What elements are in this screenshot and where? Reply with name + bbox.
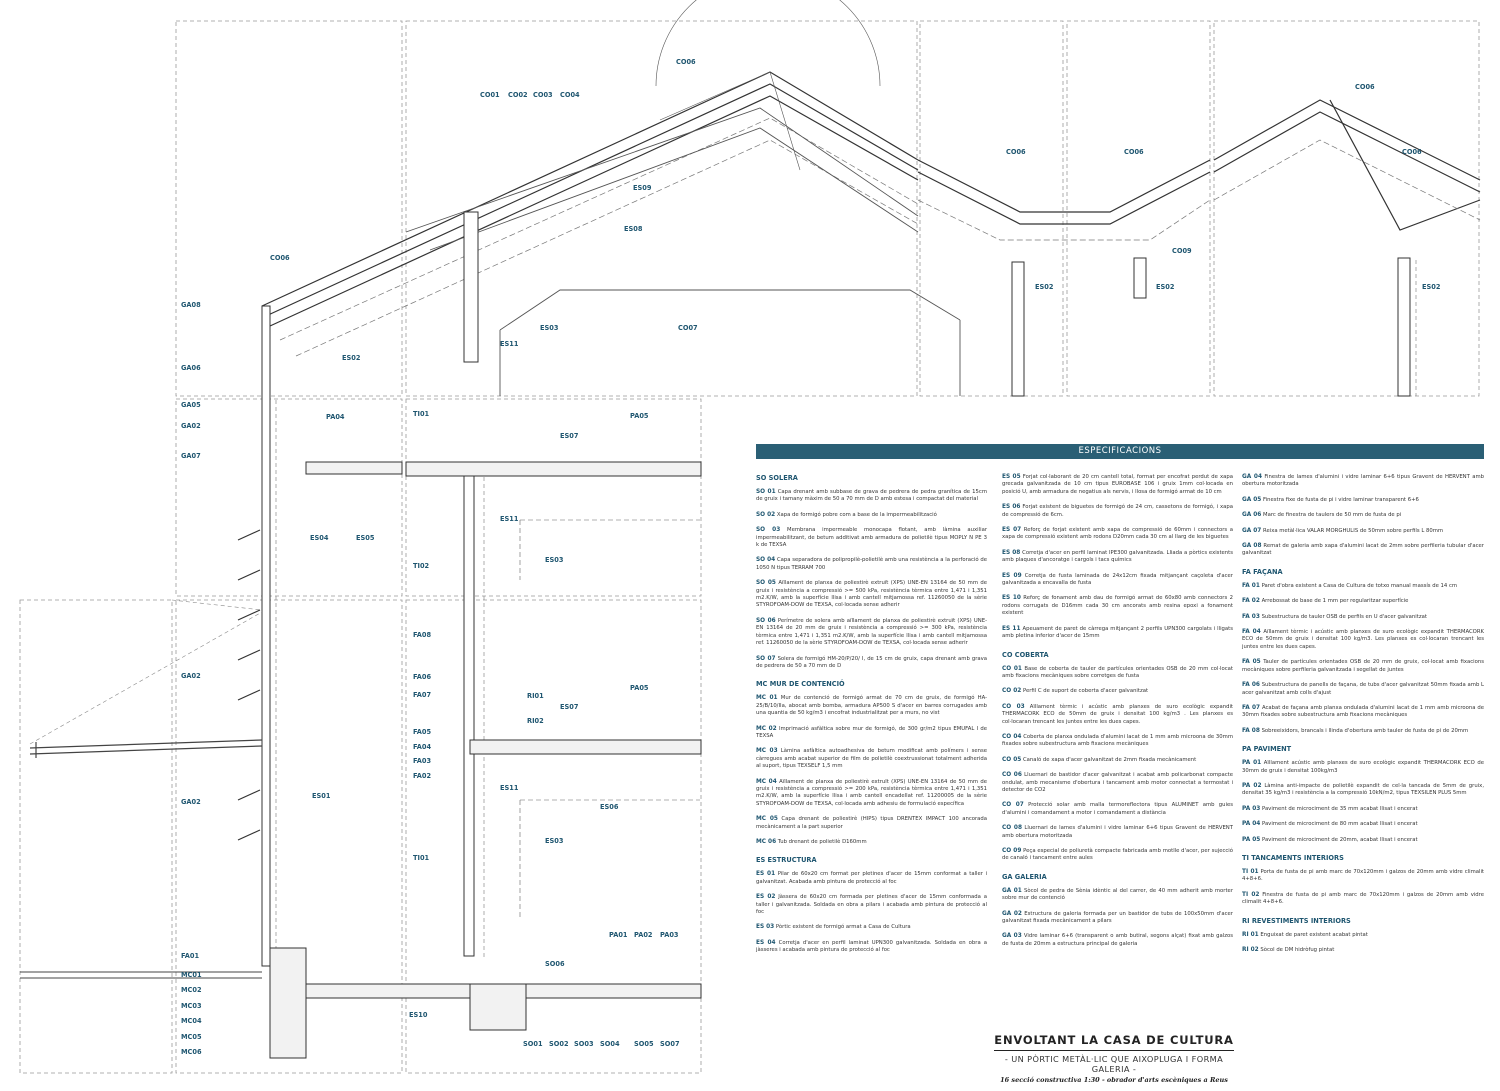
- spec-item-code: PA 01: [1242, 760, 1262, 767]
- tag-ga02-b: GA02: [181, 672, 201, 680]
- spec-item: [756, 489, 987, 504]
- spec-item-code: GA 01: [1002, 887, 1022, 894]
- spec-item-code: CO 09: [1002, 848, 1022, 854]
- spec-item-text: Lluernari de lames d'alumini i vidre laminar 6+6 tipus Gravent de HERVENT amb obertura motoritzada: [1002, 825, 1233, 839]
- spec-item-code: FA 03: [1242, 613, 1260, 620]
- spec-section-heading: SO SOLERA: [756, 474, 798, 482]
- spec-item: [1002, 757, 1233, 764]
- spec-item-text: Perímetre de solera amb aïllament de planxa de poliestirè extruït (XPS) UNE-EN 13164 de 20 mm de gruix i resistència a compressió >= 300 kPa, resistència tèrmica entre 1,471 i 1,351 m2.K/W, amb la superfície llisa i amb cantell mitjamossa ref. 11260050 de la sèrie STYROFOAM-DOW de TEXSA, col·locada sense adherir: [756, 617, 987, 647]
- spec-item: [1002, 688, 1233, 695]
- spec-item-text: Paviment de microciment de 35 mm acabat llisat i encerat: [1261, 805, 1418, 812]
- spec-item-text: Aïllament acústic amb planxes de suro ecològic expandit THERMACORK ECO de 30mm de gruix i densitat 100kg/m3: [1242, 760, 1485, 774]
- tag-es08: ES08: [624, 225, 643, 233]
- spec-item-text: Capa separadora de polipropilè-polietilè amb una resistència a la perforació de 1050 N tipus TERRAM 700: [756, 557, 987, 571]
- spec-item: [756, 779, 987, 809]
- spec-item-code: CO 04: [1002, 733, 1022, 740]
- spec-item-code: TI 02: [1242, 891, 1260, 898]
- spec-item: [1002, 626, 1233, 641]
- spec-item-code: ES 11: [1002, 625, 1021, 632]
- spec-item: [756, 894, 987, 916]
- tag-ga07: GA07: [181, 452, 201, 460]
- spec-item-code: CO 03: [1002, 703, 1025, 710]
- spec-section-heading: TI TANCAMENTS INTERIORS: [1242, 853, 1344, 862]
- spec-item-code: SO 05: [756, 580, 776, 587]
- tag-ga02-c: GA02: [181, 798, 201, 806]
- title-block: [994, 1033, 1234, 1083]
- drawing-caption: 16 secció constructiva 1:30 - obrador d'arts escèniques a Reus: [1000, 1076, 1228, 1084]
- spec-section-heading: ES ESTRUCTURA: [756, 856, 817, 865]
- spec-item-text: Corretja d'acer en perfil laminat UPN300 galvanitzada. Soldada en obra a jàsseres i acabada amb pintura de protecció al foc: [756, 939, 987, 954]
- tag-mc05: MC05: [181, 1033, 202, 1041]
- floor-slabs: [270, 462, 701, 1058]
- spec-item-code: PA 02: [1242, 782, 1262, 789]
- tag-co02: CO02: [508, 91, 528, 99]
- spec-item-code: CO 07: [1002, 802, 1024, 809]
- spec-item-text: Acabat de façana amb planxa ondulada d'alumini lacat de 1 mm amb microona de 30mm fixades sobre subestructura amb fixacions mecàniques: [1242, 704, 1484, 719]
- spec-item: [1002, 772, 1233, 794]
- tag-co06-a: CO06: [270, 254, 290, 262]
- spec-section-heading: FA FAÇANA: [1242, 567, 1283, 576]
- spec-item-text: Base de coberta de tauler de partícules orientades OSB de 20 mm col·locat amb fixacions mecàniques sobre corretges de fusta: [1002, 665, 1233, 679]
- spec-item: [1002, 550, 1233, 565]
- tag-ga06: GA06: [181, 364, 201, 372]
- tag-ri02: RI02: [527, 717, 544, 725]
- tag-fa08: FA08: [413, 631, 432, 639]
- tag-so06: SO06: [545, 960, 565, 968]
- spec-item-code: GA 04: [1242, 474, 1262, 480]
- tag-es10: ES10: [409, 1011, 428, 1019]
- tag-es02-b: ES02: [1035, 283, 1054, 291]
- tag-co09: CO09: [1172, 247, 1192, 255]
- spec-item: [756, 924, 987, 931]
- canopy-dashed: [30, 600, 262, 744]
- spec-item-text: Tauler de partícules orientades OSB de 20 mm de gruix, col·locat amb fixacions mecàniques sobre perfileria galvanitzada i segellat de juntes: [1242, 659, 1485, 673]
- spec-item: [756, 748, 987, 770]
- spec-item: [1242, 728, 1484, 735]
- spec-item-text: Membrana impermeable monocapa flotant, amb làmina auxiliar impermeabilitzant, de betum additivat amb armadura de polietilè tipus MOPLY N PE 3 k de TEXSA: [756, 527, 987, 549]
- spec-item-code: MC 04: [756, 778, 777, 785]
- specifications-panel: [756, 444, 1484, 994]
- spec-item: [756, 695, 987, 717]
- spec-item-text: Finestra de fusta de pi amb marc de 70x120mm i galzos de 20mm amb vidre climalit 4+8+6.: [1242, 891, 1484, 906]
- spec-item-code: MC 02: [756, 725, 777, 732]
- tag-so05: SO05: [634, 1040, 654, 1048]
- tag-es02-d: ES02: [1422, 283, 1441, 291]
- spec-item-code: MC 03: [756, 748, 778, 755]
- spec-item-code: PA 04: [1242, 821, 1261, 828]
- tag-so04: SO04: [600, 1040, 620, 1048]
- tag-fa03: FA03: [413, 757, 432, 765]
- tag-fa04: FA04: [413, 743, 432, 751]
- spec-item-text: Capa drenant de poliestirè (HIPS) tipus DRENTEX IMPACT 100 ancorada mecànicament a la part superior: [756, 816, 988, 830]
- spec-item-text: Perfil C de suport de coberta d'acer galvanitzat: [1022, 688, 1149, 695]
- tag-ri01: RI01: [527, 692, 544, 700]
- spec-item-text: Reixa metàl·lica VALAR MORGHULIS de 50mm sobre perfils L 80mm: [1263, 527, 1444, 534]
- tag-co04: CO04: [560, 91, 580, 99]
- spec-item-code: SO 03: [756, 527, 781, 534]
- spec-item-code: ES 05: [1002, 474, 1021, 480]
- spec-item: [1002, 888, 1233, 903]
- tag-ti01-b: TI01: [413, 854, 430, 862]
- spec-item: [1242, 614, 1484, 621]
- spec-item-code: TI 01: [1242, 868, 1259, 875]
- tag-es11-a: ES11: [500, 340, 519, 348]
- spec-item-text: Mur de contenció de formigó armat de 70 cm de gruix, de formigó HA-25/B/10/IIa, abocat amb bomba, armadura AP500 S d'acer en barres corrugades amb una quantia de 50 kg/m3 i encofrat industrialitzat per a murs, no vist: [756, 695, 987, 717]
- tag-ga02-a: GA02: [181, 422, 201, 430]
- spec-item: [756, 816, 987, 831]
- tag-mc03: MC03: [181, 1002, 202, 1010]
- spec-item: [1242, 837, 1484, 844]
- spec-item-code: MC 01: [756, 695, 778, 702]
- spec-item-text: Xapa de formigó pobre com a base de la impermeabilització: [776, 511, 937, 518]
- spec-item: [1002, 704, 1233, 726]
- spec-item: [756, 527, 987, 549]
- tag-mc04: MC04: [181, 1017, 202, 1025]
- spec-item-code: RI 01: [1242, 931, 1259, 938]
- specs-column-1: [756, 474, 987, 963]
- tag-pa04: PA04: [326, 413, 345, 421]
- tag-fa07: FA07: [413, 691, 432, 699]
- spec-item-text: Paviment de microciment de 20mm, acabat llisat i encerat: [1261, 836, 1418, 843]
- spec-section-heading: CO COBERTA: [1002, 650, 1049, 659]
- tag-es02-c: ES02: [1156, 283, 1175, 291]
- spec-item: [756, 871, 987, 886]
- tag-mc01: MC01: [181, 971, 202, 979]
- spec-item-text: Remat de galeria amb xapa d'alumini lacat de 2mm sobre perfileria tubular d'acer galvanitzat: [1242, 543, 1484, 557]
- spec-item-code: FA 01: [1242, 582, 1260, 589]
- spec-item-code: FA 07: [1242, 704, 1261, 711]
- spec-item: [1242, 543, 1484, 558]
- tag-pa02: PA02: [634, 931, 653, 939]
- spec-item-text: Pilar de 60x20 cm format per pletines d'acer de 15mm conformat a taller i galvanitzat. Acabada amb pintura de protecció al foc: [756, 871, 987, 885]
- spec-item-code: ES 07: [1002, 527, 1022, 534]
- spec-item-text: Aïllament tèrmic i acústic amb planxes de suro ecològic expandit THERMACORK ECO de 50mm de gruix i densitat 100 kg/m3 . Les planxes es col·locaran trencant les juntes entre les dues capes.: [1002, 703, 1233, 725]
- spec-item: [1002, 734, 1233, 749]
- spec-item: [1242, 892, 1484, 907]
- spec-item: [1002, 911, 1233, 926]
- spec-item-text: Vidre laminar 6+6 (transparent o amb butiral, segons alçat) fixat amb galzos de fusta de 20mm a estructura principal de galeria: [1002, 933, 1233, 947]
- spec-item-text: Protecció solar amb malla termoreflectora tipus ALUMINET amb guies d'alumini i comandament a motor i comandament a distància: [1002, 802, 1234, 816]
- tag-es01: ES01: [312, 792, 331, 800]
- spec-item: [1242, 512, 1484, 519]
- spec-item-code: SO 01: [756, 489, 776, 495]
- spec-item-code: SO 06: [756, 617, 776, 624]
- tag-es07-a: ES07: [560, 432, 579, 440]
- spec-item-text: Imprimació asfàltica sobre mur de formigó, de 300 gr/m2 tipus EMUFAL I de TEXSA: [756, 725, 987, 739]
- spec-item-code: ES 02: [756, 894, 776, 901]
- tag-fa01: FA01: [181, 952, 200, 960]
- tag-es04: ES04: [310, 534, 329, 542]
- spec-item: [1002, 802, 1233, 817]
- spec-item-text: Estructura de galeria formada per un bastidor de tubs de 100x50mm d'acer galvanitzat fixada mecànicament a pilars: [1002, 910, 1233, 925]
- spec-item-code: ES 04: [756, 939, 776, 946]
- spec-item-text: Jàssera de 60x20 cm formada per pletines d'acer de 15mm conformada a taller i galvanitzada. Soldada en obra a pilars i acabada amb pintura de protecció al foc: [756, 894, 987, 916]
- spec-item: [1242, 598, 1484, 605]
- spec-item-code: GA 05: [1242, 496, 1262, 503]
- tag-mc06: MC06: [181, 1048, 202, 1056]
- spec-item: [1002, 527, 1233, 542]
- drawing-title: ENVOLTANT LA CASA DE CULTURA: [994, 1033, 1234, 1051]
- spec-item-code: CO 05: [1002, 756, 1022, 763]
- spec-item: [1242, 947, 1484, 954]
- specs-column-2: [1002, 474, 1233, 956]
- spec-item: [1242, 932, 1484, 939]
- spec-item: [1242, 474, 1484, 489]
- ceiling-structure: [406, 108, 960, 396]
- spec-item: [1242, 497, 1484, 504]
- spec-item: [756, 656, 987, 671]
- tag-so01: SO01: [523, 1040, 543, 1048]
- spec-item-code: PA 03: [1242, 805, 1261, 812]
- tag-fa05: FA05: [413, 728, 432, 736]
- spec-item: [1242, 821, 1484, 828]
- spec-item: [756, 940, 987, 955]
- spec-item-text: Tub drenant de polietilè D160mm: [777, 839, 867, 845]
- spec-item-code: CO 02: [1002, 688, 1022, 695]
- spec-item-text: Arrebossat de base de 1 mm per regularitzar superfície: [1261, 598, 1409, 605]
- tag-pa03: PA03: [660, 931, 679, 939]
- spec-item-text: Marc de finestra de taulers de 50 mm de fusta de pi: [1263, 512, 1402, 519]
- tag-es11-b: ES11: [500, 515, 519, 523]
- spec-item: [1002, 595, 1233, 617]
- spec-item-text: Enguixat de paret existent acabat pintat: [1260, 931, 1368, 938]
- tag-co06-d: CO06: [1124, 148, 1144, 156]
- spec-item: [1242, 783, 1484, 798]
- spec-item-text: Subestructura de tauler OSB de perfils en U d'acer galvanitzat: [1261, 613, 1427, 620]
- spec-item-text: Forjat existent de biguetes de formigó de 24 cm, cassetons de formigó, i xapa de compressió de 6cm.: [1002, 504, 1233, 518]
- tag-co03: CO03: [533, 91, 553, 99]
- spec-item-text: Peça especial de poliuretà compacte fabricada amb motlle d'acer, per sujecció de canaló i tancament entre aules: [1002, 848, 1233, 862]
- tag-so07: SO07: [660, 1040, 680, 1048]
- spec-item-code: CO 06: [1002, 772, 1022, 779]
- tag-es11-c: ES11: [500, 784, 519, 792]
- drawing-subtitle: - UN PÒRTIC METÀL·LIC QUE AIXOPLUGA I FORMA GALERIA -: [1004, 1054, 1224, 1074]
- spec-item-code: PA 05: [1242, 836, 1261, 843]
- spec-item: [1242, 760, 1484, 775]
- tag-pa05-a: PA05: [630, 412, 649, 420]
- spec-item-code: ES 09: [1002, 572, 1022, 579]
- tag-es02-a: ES02: [342, 354, 361, 362]
- tag-co06-e: CO06: [1402, 148, 1422, 156]
- spec-item-text: Aïllament de planxa de poliestirè extruït (XPS) UNE-EN 13164 de 50 mm de gruix i resistència a compressió >= 500 kPa, resistència tèrmica entre 1,471 i 1,351 m2.K/W, amb la superfície llisa i amb cantell mitjamossa ref. 11260050 de la sèrie STYROFOAM-DOW de TEXSA, col·locada sense adherir: [756, 580, 987, 609]
- spec-item-text: Paviment de microciment de 80 mm acabat llisat i encerat: [1261, 821, 1418, 828]
- spec-item: [1242, 705, 1484, 720]
- spec-item-text: Reforç de forjat existent amb xapa de compressió de 60mm i connectors a xapa de compressió existent amb rodons D20mm cada 30 cm al llarg de les biguetes: [1002, 527, 1233, 541]
- specs-column-3: [1242, 474, 1484, 962]
- tag-co06-b: CO06: [676, 58, 696, 66]
- spec-item: [1242, 583, 1484, 590]
- existing-walls: [520, 520, 700, 920]
- spec-item-text: Corretja d'acer en perfil laminat IPE300 galvanitzada. Lliada a pòrtics existents amb plaques d'ancoratge i cargols i tacs químics: [1002, 549, 1233, 564]
- spec-item-text: Apeuament de paret de càrrega mitjançant 2 perfils UPN300 cargolats i lligats amb pletina inferior d'acer de 15mm: [1002, 625, 1233, 640]
- spec-item-text: Làmina asfàltica autoadhesiva de betum modificat amb polímers i sense càrregues amb acabat superior de film de polietilè coextrussionat totalment adherida al suport, tipus TEXSELF 1,5 mm: [756, 748, 988, 770]
- spec-item-code: GA 02: [1002, 910, 1022, 917]
- spec-item-text: Aïllament de planxa de poliestirè extruït (XPS) UNE-EN 13164 de 50 mm de gruix i resistència a compressió >= 200 kPa, resistència tèrmica entre 1,471 i 1,351 m2.K/W, amb la superfície llisa i amb cantell encadellat ref. 11200005 de la sèrie STYROFOAM-DOW de TEXSA, col·locada amb adhesiu de formulació específica: [756, 778, 987, 807]
- spec-item-code: RI 02: [1242, 947, 1259, 953]
- spec-item-code: GA 06: [1242, 512, 1262, 519]
- spec-item-text: Porta de fusta de pi amb marc de 70x120mm i galzos de 20mm amb vidre climalit 4+8+6.: [1242, 868, 1484, 883]
- spec-item: [1242, 806, 1484, 813]
- spec-item-code: SO 07: [756, 655, 776, 662]
- spec-section-heading: MC MUR DE CONTENCIÓ: [756, 680, 845, 689]
- tag-es09: ES09: [633, 184, 652, 192]
- spec-item: [1242, 528, 1484, 535]
- spec-item-text: Canaló de xapa d'acer galvanitzat de 2mm fixada mecànicament: [1022, 756, 1197, 763]
- spec-item: [1002, 666, 1233, 681]
- tag-co08: CO06: [1355, 83, 1375, 91]
- spec-item: [1242, 869, 1484, 884]
- spec-item-code: FA 06: [1242, 682, 1260, 689]
- spec-item-code: GA 03: [1002, 933, 1022, 940]
- spec-item-code: CO 08: [1002, 825, 1022, 832]
- roof-dashed: [280, 118, 1480, 356]
- ground-line: [20, 972, 262, 978]
- spec-item-text: Coberta de planxa ondulada d'alumini lacat de 1 mm amb microona de 30mm fixades sobre subestructura amb fixacions mecàniques: [1002, 733, 1233, 748]
- tag-es03-a: ES03: [540, 324, 559, 332]
- spec-section-heading: PA PAVIMENT: [1242, 745, 1292, 754]
- canopy: [30, 740, 262, 758]
- tag-so03: SO03: [574, 1040, 594, 1048]
- spec-item-code: GA 08: [1242, 543, 1262, 550]
- spec-item-code: ES 01: [756, 871, 776, 878]
- tag-es05: ES05: [356, 534, 375, 542]
- tag-fa06: FA06: [413, 673, 432, 681]
- spec-item-text: Pòrtic existent de formigó armat a Casa de Cultura: [775, 924, 911, 931]
- spec-item: [1002, 573, 1233, 588]
- spec-item-text: Sòcol de pedra de Sènia idèntic al del carrer, de 40 mm adherit amb morter sobre mur de contenció: [1002, 887, 1233, 902]
- spec-item-code: ES 10: [1002, 595, 1021, 602]
- spec-item-code: FA 02: [1242, 598, 1260, 605]
- spec-item: [1002, 825, 1233, 840]
- tag-co07: CO07: [678, 324, 698, 332]
- spec-item: [1242, 659, 1484, 674]
- spec-item: [1002, 474, 1233, 496]
- spec-item-code: SO 04: [756, 557, 776, 564]
- spec-item-code: SO 02: [756, 511, 776, 518]
- louvers: [238, 530, 260, 840]
- tag-so02: SO02: [549, 1040, 569, 1048]
- spec-item-code: FA 04: [1242, 629, 1261, 636]
- specifications-header: ESPECIFICACIONS: [756, 444, 1484, 459]
- tag-ti02: TI02: [413, 562, 430, 570]
- spec-section-heading: RI REVESTIMENTS INTERIORS: [1242, 916, 1351, 925]
- spec-item-text: Sobreeixidors, brancals i llinda d'obertura amb tauler de fusta de pi de 20mm: [1261, 727, 1469, 734]
- spec-item-text: Capa drenant amb subbase de grava de pedrera de pedra granítica de 15cm de gruix i tamany màxim de 50 a 70 mm de D amb estesa i compactat del material: [756, 489, 987, 503]
- tag-es03-c: ES03: [545, 837, 564, 845]
- spec-item-text: Reforç de fonament amb dau de formigó armat de 60x80 amb connectors 2 rodons corrugats de D16mm cada 30 cm ancorats amb resina epoxi a fonament existent: [1002, 595, 1233, 617]
- tag-pa05-b: PA05: [630, 684, 649, 692]
- tag-es07-b: ES07: [560, 703, 579, 711]
- tag-es06: ES06: [600, 803, 619, 811]
- spec-item-text: Forjat col·laborant de 20 cm cantell total, format per encofrat perdut de xapa grecada galvanitzada de 10 cm tipus EUROBASE 106 i gruix 1mm col·locada en posició U, amb armadura de negatius als nervis, i llosa de formigó armat de 10 cm: [1002, 474, 1233, 495]
- spec-item: [1002, 933, 1233, 948]
- spec-item: [756, 618, 987, 648]
- spec-item-text: Finestra de lames d'alumini i vidre laminar 6+6 tipus Gravent de HERVENT amb obertura motoritzada: [1242, 474, 1484, 488]
- spec-item-text: Subestructura de panells de façana, de tubs d'acer galvanitzat 50mm fixada amb L acer galvanitzat amb colls d'ajust: [1242, 682, 1484, 696]
- spec-item-code: ES 08: [1002, 549, 1021, 556]
- spec-item: [756, 512, 987, 519]
- tag-ga08: GA08: [181, 301, 201, 309]
- spec-item-text: Paret d'obra existent a Casa de Cultura de totxo manual massís de 14 cm: [1261, 582, 1458, 589]
- tag-mc02: MC02: [181, 986, 202, 994]
- spec-item-code: ES 03: [756, 924, 775, 931]
- spec-item-code: MC 05: [756, 816, 778, 823]
- spec-item-code: MC 06: [756, 839, 777, 845]
- tag-co06-c: CO06: [1006, 148, 1026, 156]
- tag-co01: CO01: [480, 91, 500, 99]
- spec-item-code: ES 06: [1002, 504, 1021, 511]
- spec-item-text: Finestra fixe de fusta de pi i vidre laminar transparent 6+6: [1263, 496, 1419, 503]
- spec-item: [1002, 504, 1233, 519]
- spec-item-code: CO 01: [1002, 665, 1022, 672]
- spec-item: [1242, 629, 1484, 651]
- spec-item: [756, 839, 987, 846]
- spec-item-text: Lluernari de bastidor d'acer galvanitzat i acabat amb policarbonat compacte ondulat, amb mecanisme d'obertura i tancament amb motor connectat a termostat i detector de CO2: [1002, 772, 1233, 793]
- spec-item: [756, 726, 987, 741]
- spec-item-code: FA 05: [1242, 659, 1261, 666]
- tag-ti01-a: TI01: [413, 410, 430, 418]
- spec-item-text: Solera de formigó HM-20/P/20/ I, de 15 cm de gruix, capa drenant amb grava de pedrera de 50 a 70 mm de D: [756, 655, 988, 669]
- spec-item-code: GA 07: [1242, 527, 1262, 534]
- spec-item-text: Corretja de fusta laminada de 24x12cm fixada mitjançant caçoleta d'acer galvanitzada a encavalla de fusta: [1002, 572, 1233, 587]
- spec-item: [756, 580, 987, 610]
- tag-pa01: PA01: [609, 931, 628, 939]
- spec-item-text: Làmina anti-impacte de polietilè expandit de cel·la tancada de 5mm de gruix, densitat 35 kg/m3 i resistència a la compressió 10kN/m2, tipus TEXSILEN PLUS 5mm: [1242, 782, 1484, 797]
- spec-item-code: FA 08: [1242, 727, 1260, 734]
- spec-item: [1242, 682, 1484, 697]
- tag-fa02-a: FA02: [413, 772, 432, 780]
- spec-item: [756, 557, 987, 572]
- spec-item-text: Aïllament tèrmic i acústic amb planxes de suro ecològic expandit THERMACORK ECO de 50mm de gruix i densitat 100 kg/m3. Les planxes es col·locaran trencant les juntes entre les dues capes.: [1242, 629, 1485, 650]
- tag-es03-b: ES03: [545, 556, 564, 564]
- spec-item-text: Sòcol de DM hidròfug pintat: [1260, 947, 1335, 953]
- tag-ga05: GA05: [181, 401, 201, 409]
- spec-item: [1002, 848, 1233, 863]
- spec-section-heading: GA GALERIA: [1002, 872, 1047, 881]
